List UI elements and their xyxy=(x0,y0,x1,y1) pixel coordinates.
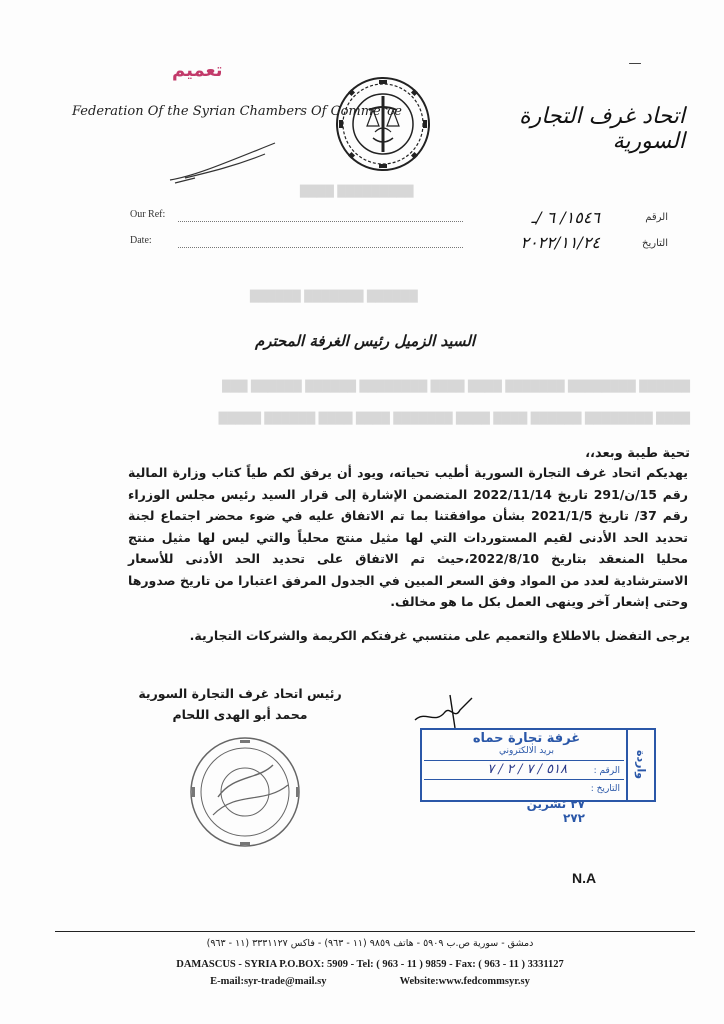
ref-dotted-line xyxy=(178,221,463,222)
stamp-date-row xyxy=(424,779,624,798)
stamp-chamber: غرفة تجارة حماه xyxy=(472,731,581,746)
date-label-en: Date: xyxy=(130,235,152,246)
show-through-text: ████ ████████ ██████ ████ ████ ███████ ████ ████ ██████ █████ xyxy=(218,412,690,425)
letter-body: يهديكم اتحاد غرف التجارة السورية أطيب تحياته، ويود أن يرفق لكم طياً كتاب وزارة المالية رقم 15/ن/291 تاريخ 2022/11/14 المتضمن الإشارة إلى قرار السيد رئيس مجلس الوزراء رقم 37/ تاريخ 2021/1/5 بشأن موافقتنا بما تم الاتفاق عليه في ضوء محضر اجتماع لجنة تحديد الحد الأدنى لقيم المستوردات التي لها مثيل منتج محلياً والتي ليس لها مثيل منتج محليا المنعقد بتاريخ 2022/8/10،حيث تم الاتفاق على تحديد الحد الأدنى للأسعار الاسترشادية لعدد من المواد وفق السعر المبين في الجدول المرفق اعتبارا من تاريخ صدورها وحتى إشعار آخر وينهى العمل بكل ما هو مخالف. xyxy=(128,465,689,609)
closing-line: يرجى التفضل بالاطلاع والتعميم على منتسبي غرفتكم الكريمة والشركات التجارية. xyxy=(189,628,690,643)
show-through-text: ██████ ███████ ██████ xyxy=(250,290,418,303)
federation-logo xyxy=(333,74,433,174)
show-through-text: █████████ ████ xyxy=(300,185,414,198)
footer-divider xyxy=(55,931,695,932)
stamp-number-label: الرقم : xyxy=(593,766,620,776)
greeting: تحية طيبة وبعد،، xyxy=(585,446,690,461)
header-pen-mark xyxy=(165,138,280,188)
show-through-text: ██████ ████████ ███████ ████ ████ ████████ ██████ ██████ ███ xyxy=(222,380,690,393)
footer-website: Website:www.fedcommsyr.sy xyxy=(399,976,530,987)
footer-email: E-mail:syr-trade@mail.sy xyxy=(210,976,327,987)
circular-label: تعميم xyxy=(172,60,223,81)
stamp-number-row xyxy=(424,760,624,779)
ref-label-ar: الرقم xyxy=(645,212,668,223)
initials: N.A xyxy=(572,870,597,886)
official-seal xyxy=(188,735,303,850)
stamp-number-value: ٥١٨ / ٧ / ٢ / ٧ xyxy=(487,762,568,777)
stamp-side-label: واردة xyxy=(626,730,654,800)
federation-name-en: Federation Of the Syrian Chambers Of Commerce xyxy=(72,104,402,119)
federation-name-ar: اتحاد غرف التجارة السورية xyxy=(519,104,685,154)
footer-contacts xyxy=(120,976,620,987)
incoming-stamp xyxy=(420,728,656,802)
date-dotted-line xyxy=(178,247,463,248)
top-right-mark: — xyxy=(628,56,642,71)
addressee: السيد الزميل رئيس الغرفة المحترم xyxy=(254,332,476,350)
footer-address-ar: دمشق - سورية ص.ب ٥٩٠٩ - هاتف ٩٨٥٩ (١١ - ٩٦٣) - فاكس ٣٣٣١١٢٧ (١١ - ٩٦٣) xyxy=(206,938,534,949)
signer-title: رئيس اتحاد غرف التجارة السورية xyxy=(138,686,342,701)
stamp-date-label: التاريخ : xyxy=(590,784,620,794)
stamp-office: بريد الالكتروني xyxy=(499,746,554,756)
letter-date: ٢٠٢٢/١١/٢٤ xyxy=(520,233,600,252)
ref-label-en: Our Ref: xyxy=(130,209,166,220)
handwritten-signature xyxy=(410,690,480,730)
signer-name: محمد أبو الهدى اللحام xyxy=(172,707,308,722)
ref-number: ١٥٤٦/ ٦ /ـ xyxy=(531,208,600,227)
stamp-handwritten-date: ٢٧ تشرين ٢٧٢ xyxy=(526,797,585,825)
footer-address-en: DAMASCUS - SYRIA P.O.BOX: 5909 - Tel: ( 963 - 11 ) 9859 - Fax: ( 963 - 11 ) 3331127 xyxy=(176,959,564,970)
date-label-ar: التاريخ xyxy=(642,238,668,249)
